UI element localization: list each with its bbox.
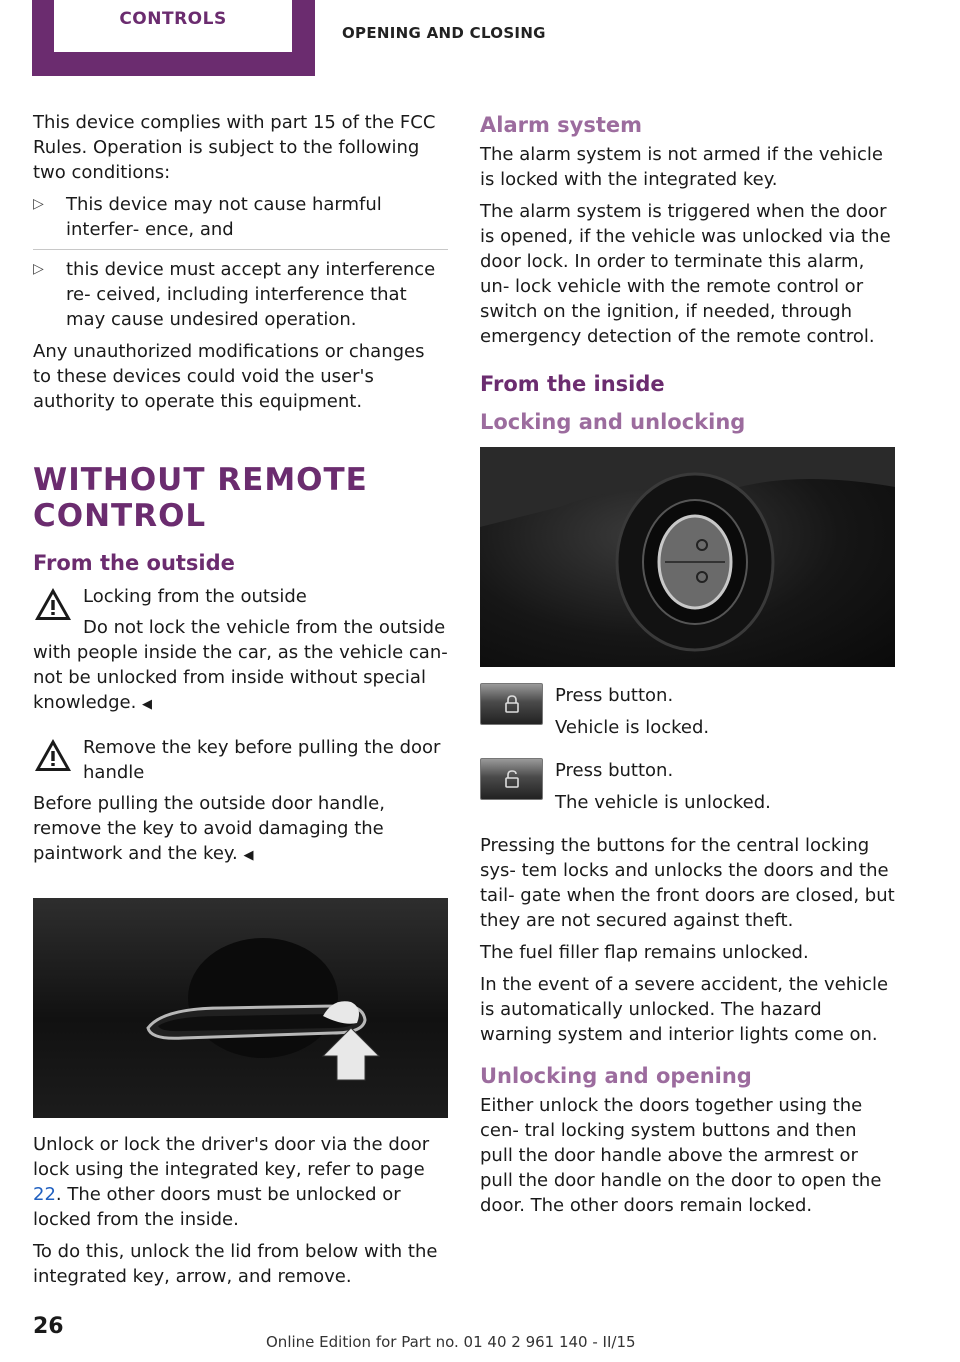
lock-result: Vehicle is locked. — [555, 717, 710, 738]
subheading-from-outside: From the outside — [33, 551, 235, 575]
warning-text — [33, 615, 448, 717]
page-number: 26 — [33, 1314, 64, 1339]
warning-title: Remove the key before pulling the door handle — [83, 737, 441, 783]
door-handle-illustration — [33, 898, 448, 1118]
lock-button-illustration — [480, 447, 895, 667]
unlock-row — [480, 758, 895, 815]
bullet-triangle-icon: ▷ — [33, 261, 44, 277]
warning-title: Locking from the outside — [83, 586, 307, 607]
inside-heading: From the inside — [480, 372, 665, 396]
right-column — [480, 110, 895, 1225]
central-locking-paragraph: Pressing the buttons for the central locking sys‐ tem locks and unlocks the doors and the tail‐ gate when the front doors are closed, but they are not secured against theft. — [480, 835, 895, 931]
end-mark-icon: ◀ — [243, 848, 254, 863]
fuel-flap-paragraph: The fuel filler flap remains unlocked. — [480, 942, 809, 963]
section-label: OPENING AND CLOSING — [342, 24, 546, 42]
section-title: WITHOUT REMOTE CONTROL — [33, 462, 368, 534]
page-link[interactable]: 22 — [33, 1184, 56, 1205]
unlock-result: The vehicle is unlocked. — [555, 792, 771, 813]
fcc-outro: Any unauthorized modifications or changes to these devices could void the user's authority to operate this equipment. — [33, 341, 425, 412]
opening-paragraph: Either unlock the doors together using the cen‐ tral locking system buttons and then pull the door handle above the armrest or pull the door handle on the door to open the door. The other doors remain locked. — [480, 1095, 882, 1216]
warning-text — [33, 791, 448, 868]
unlock-icon — [505, 770, 519, 788]
edition-footer: Online Edition for Part no. 01 40 2 961 140 - II/15 — [266, 1333, 636, 1351]
bullet-triangle-icon: ▷ — [33, 196, 44, 212]
door-handle-photo — [33, 898, 448, 1118]
lock-button-image — [480, 683, 543, 725]
para-text: . The other doors must be unlocked or locked from the inside. — [33, 1184, 401, 1230]
opening-heading: Unlocking and opening — [480, 1064, 752, 1088]
tab-controls-label-box — [54, 0, 292, 52]
lock-icon — [505, 695, 519, 713]
alarm-paragraph: The alarm system is triggered when the door is opened, if the vehicle was unlocked via the door lock. In order to terminate this alarm, un‐ lock vehicle with the remote control or switch on the ignition, if needed, through emergency detection of the remote control. — [480, 201, 891, 347]
tab-controls-label: CONTROLS — [119, 9, 227, 29]
warning-triangle-icon — [33, 737, 73, 773]
warning-locking — [33, 584, 448, 609]
lock-button-photo — [480, 447, 895, 667]
bullet-text: this device must accept any interference re‐ ceived, including interference that may cause undesired operation. — [66, 259, 436, 330]
bullet-item — [33, 257, 448, 332]
para-text: Unlock or lock the driver's door via the door lock using the integrated key, refer to page — [33, 1134, 430, 1180]
bullet-item — [33, 192, 448, 242]
lock-instruction: Press button. — [555, 685, 674, 706]
locking-heading: Locking and unlocking — [480, 410, 746, 434]
unlock-button-image — [480, 758, 543, 800]
bullet-text: This device may not cause harmful interfer‐ ence, and — [66, 194, 382, 240]
accident-paragraph: In the event of a severe accident, the vehicle is automatically unlocked. The hazard warning system and interior lights come on. — [480, 974, 889, 1045]
alarm-paragraph: The alarm system is not armed if the vehicle is locked with the integrated key. — [480, 144, 883, 190]
warning-body: Do not lock the vehicle from the outside with people inside the car, as the vehicle can‐ not be unlocked from inside without special knowledge. — [33, 617, 448, 713]
fcc-intro: This device complies with part 15 of the FCC Rules. Operation is subject to the following two conditions: — [33, 112, 436, 183]
unlock-driver-door-text — [33, 1132, 448, 1232]
lock-row — [480, 683, 895, 740]
left-column — [33, 110, 448, 1296]
alarm-heading: Alarm system — [480, 113, 643, 137]
bullet-divider — [33, 249, 448, 250]
tab-controls[interactable] — [32, 0, 315, 76]
unlock-lid-text: To do this, unlock the lid from below with the integrated key, arrow, and remove. — [33, 1241, 438, 1287]
end-mark-icon: ◀ — [142, 697, 153, 712]
unlock-instruction: Press button. — [555, 760, 674, 781]
warning-door-handle — [33, 735, 448, 785]
header-tab-bar — [0, 0, 960, 76]
warning-body: Before pulling the outside door handle, remove the key to avoid damaging the paintwork and the key. — [33, 793, 385, 864]
warning-triangle-icon — [33, 586, 73, 622]
